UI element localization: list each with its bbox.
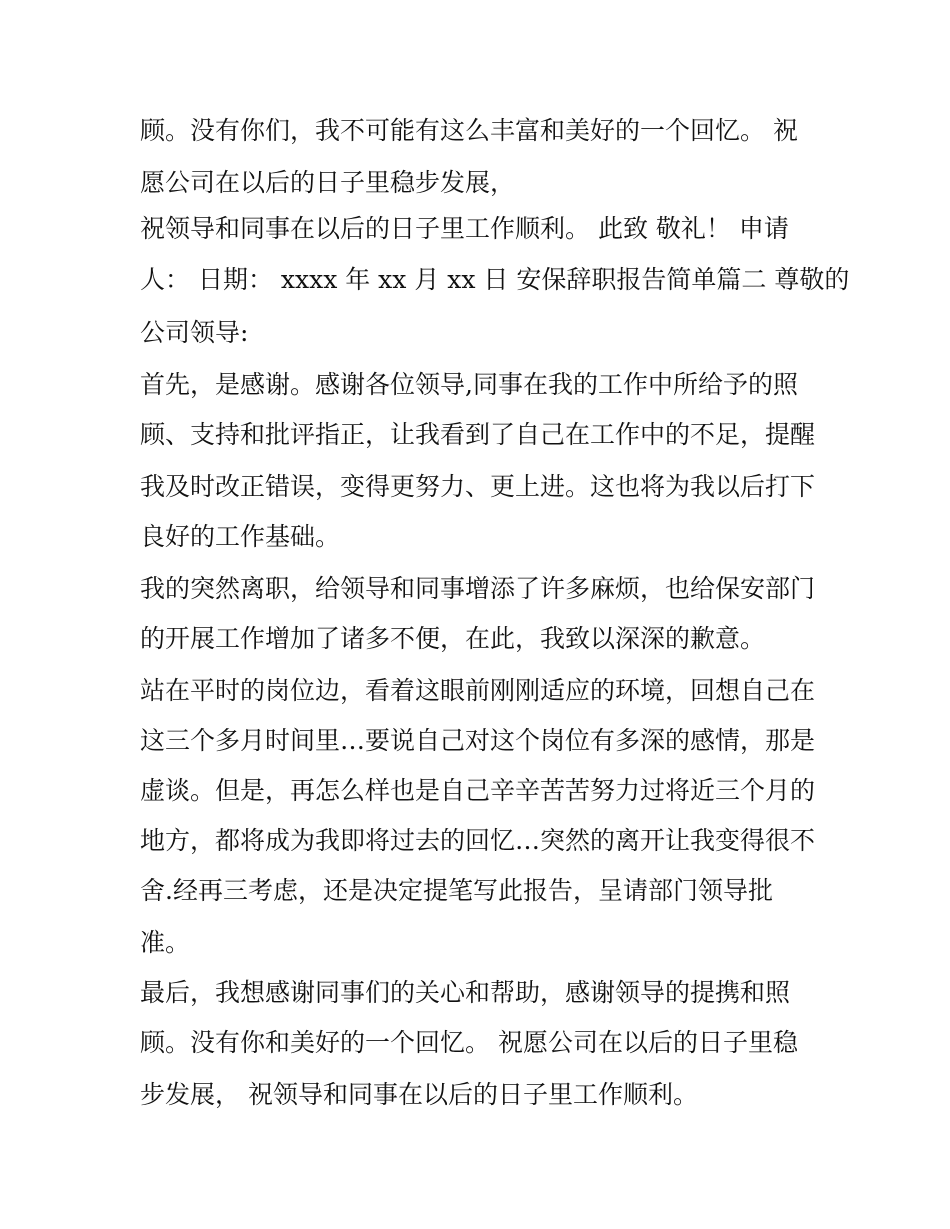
- text-line: 站在平时的岗位边，看着这眼前刚刚适应的环境，回想自己在: [140, 676, 816, 705]
- text-line: 这三个多月时间里…要说自己对这个岗位有多深的感情，那是: [140, 726, 816, 755]
- text-line: 我及时改正错误，变得更努力、更上进。这也将为我以后打下: [140, 472, 816, 501]
- text-line: 顾。没有你们，我不可能有这么丰富和美好的一个回忆。 祝: [140, 116, 798, 145]
- text-line: 公司领导:: [140, 318, 249, 347]
- text-line: 步发展， 祝领导和同事在以后的日子里工作顺利。: [140, 1080, 698, 1109]
- text-line: 地方，都将成为我即将过去的回忆…突然的离开让我变得很不: [140, 826, 816, 855]
- text-line: 愿公司在以后的日子里稳步发展，: [140, 168, 516, 197]
- text-line: 虚谈。但是，再怎么样也是自己辛辛苦苦努力过将近三个月的: [140, 776, 816, 805]
- text-line: 的开展工作增加了诸多不便，在此，我致以深深的歉意。: [140, 624, 766, 653]
- text-line: 我的突然离职，给领导和同事增添了许多麻烦，也给保安部门: [140, 574, 816, 603]
- text-line: 良好的工作基础。: [140, 522, 341, 551]
- text-line: 首先，是感谢。感谢各位领导,同事在我的工作中所给予的照: [140, 370, 798, 399]
- text-line: 准。: [140, 928, 191, 957]
- text-line: 人： 日期： xxxx 年 xx 月 xx 日 安保辞职报告简单篇二 尊敬的: [140, 265, 850, 294]
- text-line: 顾。没有你和美好的一个回忆。 祝愿公司在以后的日子里稳: [140, 1028, 798, 1057]
- text-line: 顾、支持和批评指正，让我看到了自己在工作中的不足，提醒: [140, 420, 816, 449]
- text-line: 最后，我想感谢同事们的关心和帮助，感谢领导的提携和照: [140, 978, 791, 1007]
- text-line: 祝领导和同事在以后的日子里工作顺利。 此致 敬礼！ 申请: [140, 214, 789, 243]
- text-line: 舍.经再三考虑，还是决定提笔写此报告，呈请部门领导批: [140, 876, 773, 905]
